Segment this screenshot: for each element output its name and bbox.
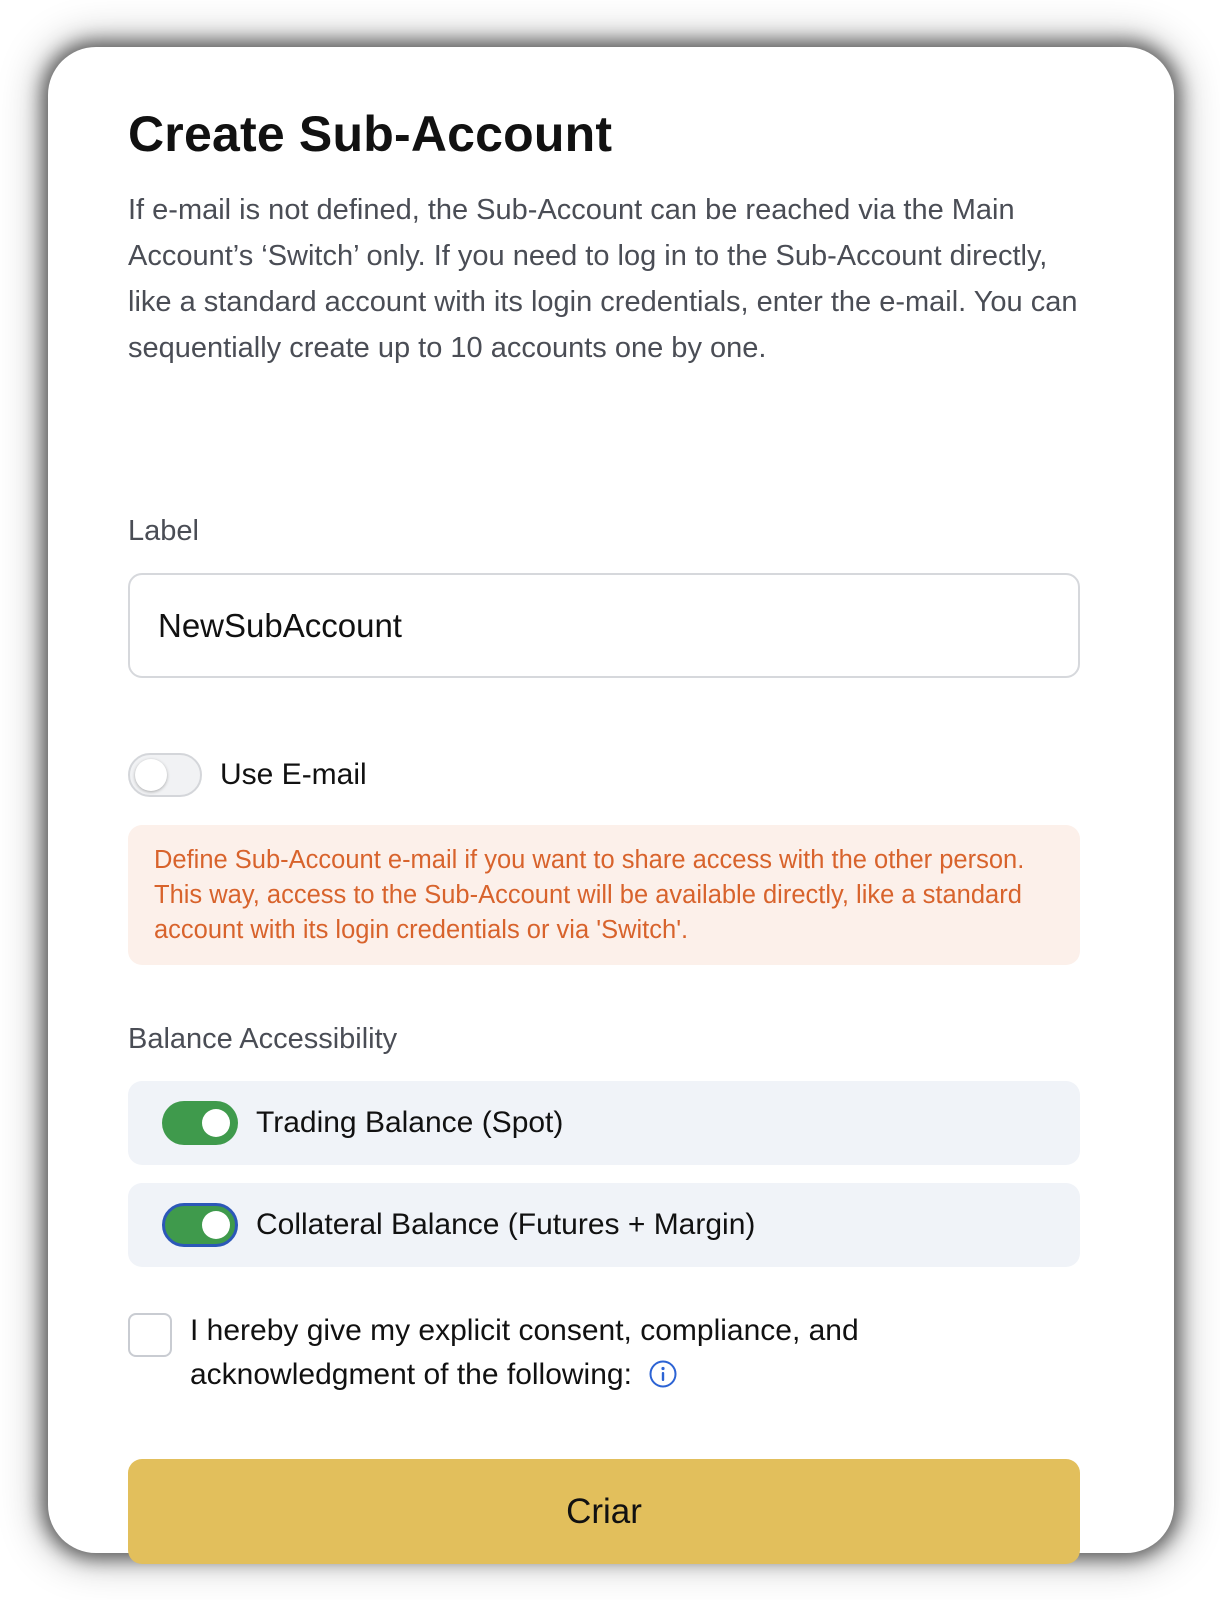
dialog-title: Create Sub-Account: [128, 106, 613, 162]
balance-accessibility-heading: Balance Accessibility: [128, 1023, 398, 1055]
toggle-knob: [202, 1211, 230, 1239]
toggle-knob: [135, 759, 167, 791]
use-email-toggle[interactable]: [128, 753, 202, 797]
collateral-balance-toggle[interactable]: [162, 1203, 238, 1247]
consent-label: I hereby give my explicit consent, compliance, and acknowledgment of the following:: [190, 1314, 859, 1391]
use-email-label: Use E-mail: [220, 758, 367, 791]
trading-balance-toggle[interactable]: [162, 1101, 238, 1145]
label-field-label: Label: [128, 515, 199, 547]
collateral-balance-label: Collateral Balance (Futures + Margin): [256, 1208, 756, 1241]
email-notice: Define Sub-Account e-mail if you want to share access with the other person. This way, access to the Sub-Account will be available directly, like a standard account with its login credentials or via 'Switch'.: [128, 825, 1080, 965]
label-input[interactable]: [128, 573, 1080, 678]
use-email-row: [128, 753, 367, 797]
info-icon[interactable]: [648, 1359, 678, 1389]
trading-balance-label: Trading Balance (Spot): [256, 1106, 564, 1139]
consent-checkbox[interactable]: [128, 1313, 172, 1357]
create-sub-account-dialog: [48, 47, 1174, 1553]
consent-row: [128, 1309, 1080, 1397]
dialog-description: If e-mail is not defined, the Sub-Account can be reached via the Main Account’s ‘Switch’ only. If you need to log in to the Sub-Account directly, like a standard account with its login credentials, enter the e-mail. You can sequentially create up to 10 accounts one by one.: [128, 194, 1078, 364]
balance-row-trading: [128, 1081, 1080, 1165]
balance-row-collateral: [128, 1183, 1080, 1267]
toggle-knob: [202, 1109, 230, 1137]
create-button[interactable]: Criar: [128, 1459, 1080, 1564]
consent-text-block: [190, 1309, 950, 1397]
